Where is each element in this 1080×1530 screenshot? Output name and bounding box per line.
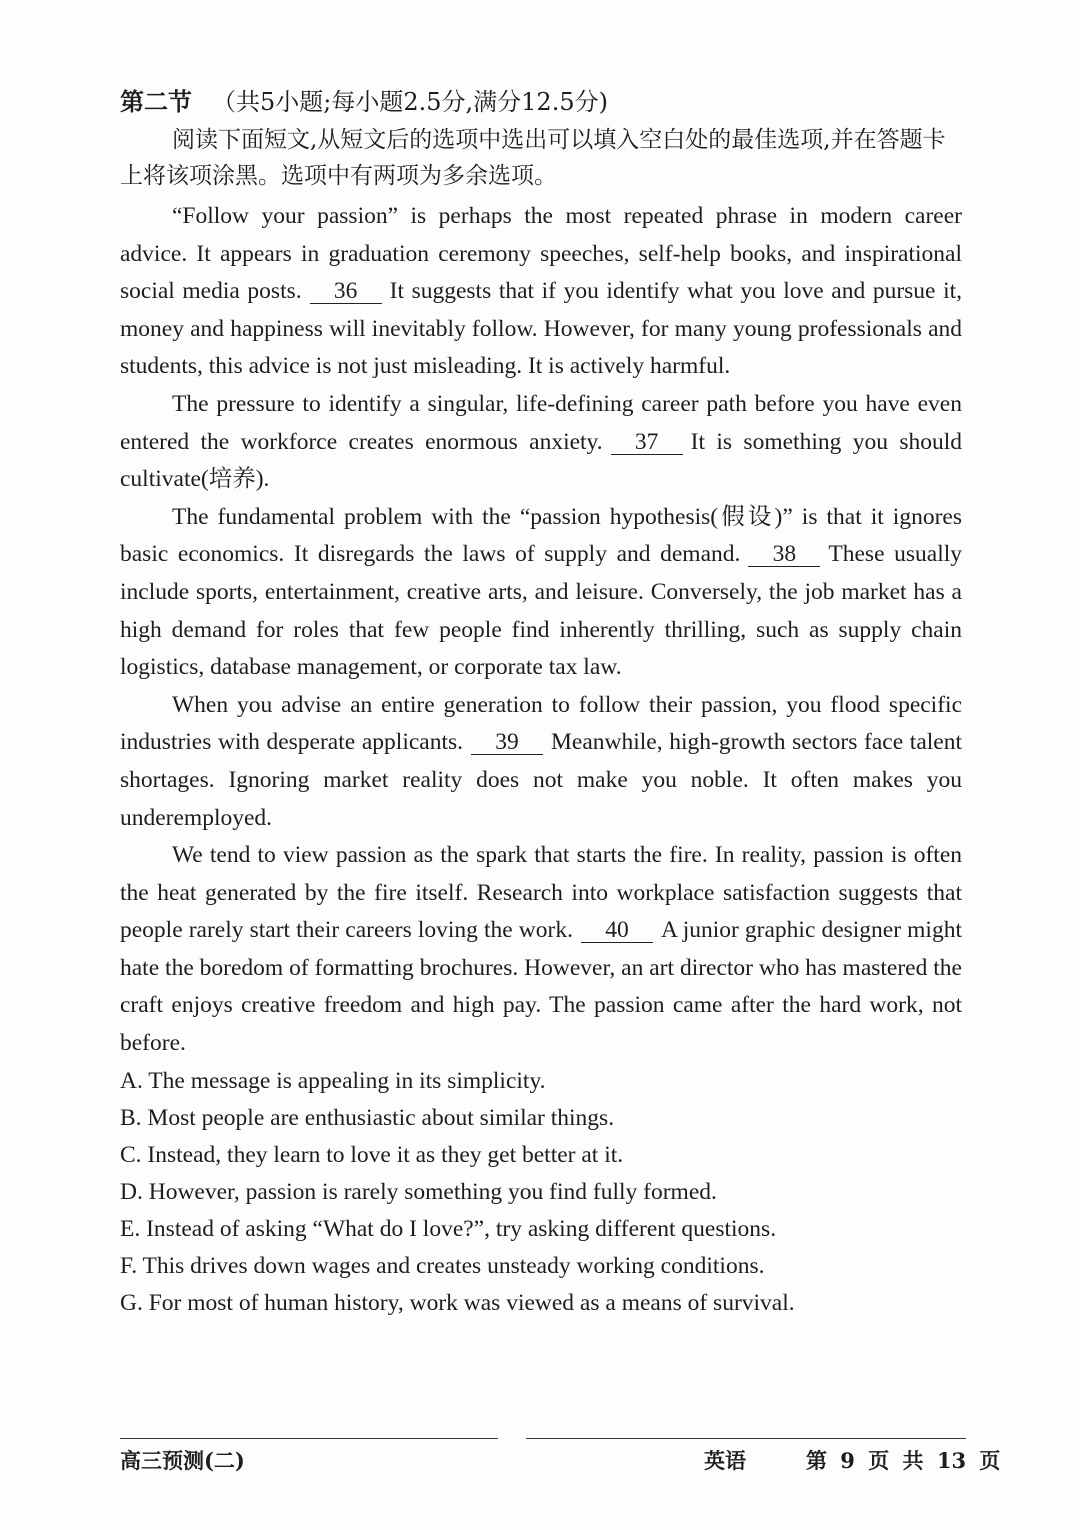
passage-paragraph (120, 837, 962, 1063)
answer-options (120, 1063, 962, 1322)
footer-divider (526, 1438, 966, 1439)
section-heading (120, 84, 962, 120)
paragraph-text: A junior graphic designer might hate the boredom of formatting brochures. However, an art director who has mastered the craft enjoys creative freedom and high pay. The passion came after the hard work, not before. (120, 917, 962, 1057)
option-e: E. Instead of asking “What do I love?”, try asking different questions. (120, 1215, 777, 1242)
option-f: F. This drives down wages and creates unsteady working conditions. (120, 1252, 765, 1279)
footer-subject: 英语 (704, 1448, 746, 1473)
option-g: G. For most of human history, work was viewed as a means of survival. (120, 1289, 795, 1316)
paragraph-text: The pressure to identify a singular, life-defining career path before you have even entered the workforce creates enormous anxiety. (120, 390, 962, 455)
footer-exam-name: 高三预测(二) (120, 1448, 245, 1473)
instructions: 阅读下面短文,从短文后的选项中选出可以填入空白处的最佳选项,并在答题卡上将该项涂黑。选项中有两项为多余选项。 (120, 127, 946, 189)
blank-37: 37 (611, 430, 683, 455)
passage-paragraph (120, 386, 962, 499)
passage-paragraph (120, 198, 962, 386)
section-scoring: （共5小题;每小题2.5分,满分12.5分) (212, 88, 608, 116)
passage-paragraph (120, 499, 962, 687)
paragraph-text: We tend to view passion as the spark that starts the fire. In reality, passion is often the heat generated by the fire itself. Research into workplace satisfaction suggests that people rarely start their careers loving the work. (120, 842, 962, 944)
paragraph-text: It suggests that if you identify what you love and pursue it, money and happiness will inevitably follow. However, for many young professionals and students, this advice is not just misleading. It is actively harmful. (120, 278, 962, 380)
blank-38: 38 (748, 542, 820, 567)
footer-divider (120, 1438, 498, 1439)
paragraph-text: These usually include sports, entertainment, creative arts, and leisure. Conversely, the job market has a high demand for roles that few people find inherently thrilling, such as supply chain logistics, database management, or corporate tax law. (120, 541, 963, 681)
footer-page-number: 第 9 页 共 13 页 (806, 1448, 1001, 1473)
passage-paragraph (120, 687, 962, 837)
exam-page (120, 84, 962, 1322)
option-b: B. Most people are enthusiastic about similar things. (120, 1104, 615, 1131)
paragraph-text: The fundamental problem with the “passion hypothesis(假设)” is that it ignores basic economics. It disregards the laws of supply and demand. (120, 503, 962, 568)
paragraph-text: When you advise an entire generation to follow their passion, you flood specific industries with desperate applicants. (120, 691, 962, 756)
paragraph-text: It is something you should cultivate(培养). (120, 428, 962, 493)
option-c: C. Instead, they learn to love it as they get better at it. (120, 1141, 624, 1168)
paragraph-text: “Follow your passion” is perhaps the most repeated phrase in modern career advice. It appears in graduation ceremony speeches, self-help books, and inspirational social media posts. (120, 203, 962, 305)
blank-36: 36 (310, 279, 382, 304)
blank-39: 39 (471, 730, 543, 755)
option-a: A. The message is appealing in its simplicity. (120, 1067, 546, 1094)
section-title: 第二节 (120, 87, 192, 116)
option-d: D. However, passion is rarely something you find fully formed. (120, 1178, 717, 1205)
blank-40: 40 (581, 918, 653, 943)
paragraph-text: Meanwhile, high-growth sectors face talent shortages. Ignoring market reality does not make you noble. It often makes you underemployed. (120, 729, 962, 831)
